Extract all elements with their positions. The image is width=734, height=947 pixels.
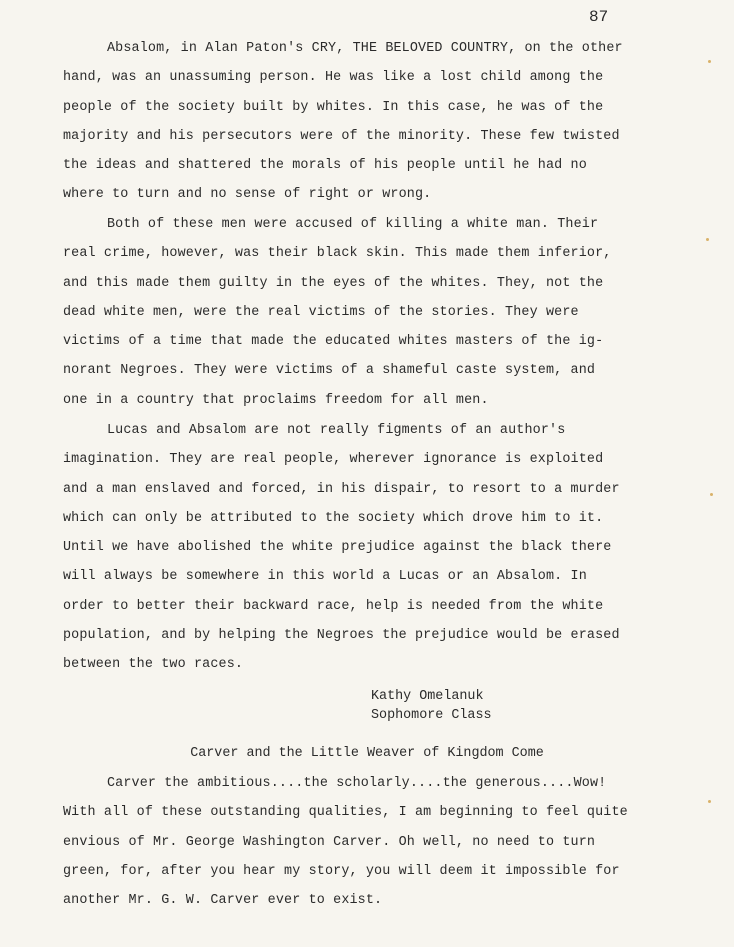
text-line: Carver the ambitious....the scholarly....the generous....Wow! — [107, 776, 607, 791]
text-line: Lucas and Absalom are not really figments of an author's — [107, 423, 566, 438]
text-line: will always be somewhere in this world a Lucas or an Absalom. In — [63, 569, 587, 585]
text-line: real crime, however, was their black skin. This made them inferior, — [63, 246, 612, 262]
text-line: With all of these outstanding qualities, I am beginning to feel quite — [63, 805, 628, 821]
text-line: between the two races. — [63, 657, 244, 673]
essay-title: Carver and the Little Weaver of Kingdom Come — [190, 746, 544, 761]
text-line: one in a country that proclaims freedom for all men. — [63, 392, 489, 408]
text-line: majority and his persecutors were of the minority. These few twisted — [63, 128, 620, 144]
text-line: Absalom, in Alan Paton's CRY, THE BELOVED COUNTRY, on the other — [107, 41, 623, 56]
text-line: population, and by helping the Negroes the prejudice would be erased — [63, 628, 620, 644]
paragraph-3 — [63, 416, 683, 680]
paper-speck — [708, 60, 711, 63]
text-line: imagination. They are real people, wherever ignorance is exploited — [63, 452, 604, 468]
text-line: which can only be attributed to the society which drove him to it. — [63, 510, 604, 526]
text-line: order to better their backward race, help is needed from the white — [63, 598, 604, 614]
text-line: norant Negroes. They were victims of a shameful caste system, and — [63, 363, 596, 379]
author-signature — [371, 687, 492, 725]
text-line: Both of these men were accused of killing a white man. Their — [107, 217, 599, 232]
text-line: and this made them guilty in the eyes of the whites. They, not the — [63, 275, 604, 291]
paper-speck — [706, 238, 709, 241]
paper-speck — [710, 493, 713, 496]
text-line: Until we have abolished the white prejudice against the black there — [63, 540, 612, 556]
text-line: dead white men, were the real victims of the stories. They were — [63, 304, 579, 320]
text-line: the ideas and shattered the morals of his people until he had no — [63, 158, 587, 174]
text-line: victims of a time that made the educated whites masters of the ig- — [63, 334, 604, 350]
text-line: envious of Mr. George Washington Carver. Oh well, no need to turn — [63, 834, 596, 850]
author-name: Kathy Omelanuk — [371, 689, 484, 704]
page-number: 87 — [589, 8, 609, 26]
author-class: Sophomore Class — [371, 708, 492, 723]
text-line: and a man enslaved and forced, in his dispair, to resort to a murder — [63, 481, 620, 497]
paper-speck — [708, 800, 711, 803]
text-line: green, for, after you hear my story, you will deem it impossible for — [63, 863, 620, 879]
paragraph-2 — [63, 210, 683, 415]
paragraph-1 — [63, 34, 683, 210]
essay-two-body — [63, 769, 683, 915]
text-line: where to turn and no sense of right or wrong. — [63, 187, 432, 203]
text-line: people of the society built by whites. In this case, he was of the — [63, 99, 604, 115]
text-line: another Mr. G. W. Carver ever to exist. — [63, 893, 383, 909]
text-line: hand, was an unassuming person. He was like a lost child among the — [63, 70, 604, 86]
